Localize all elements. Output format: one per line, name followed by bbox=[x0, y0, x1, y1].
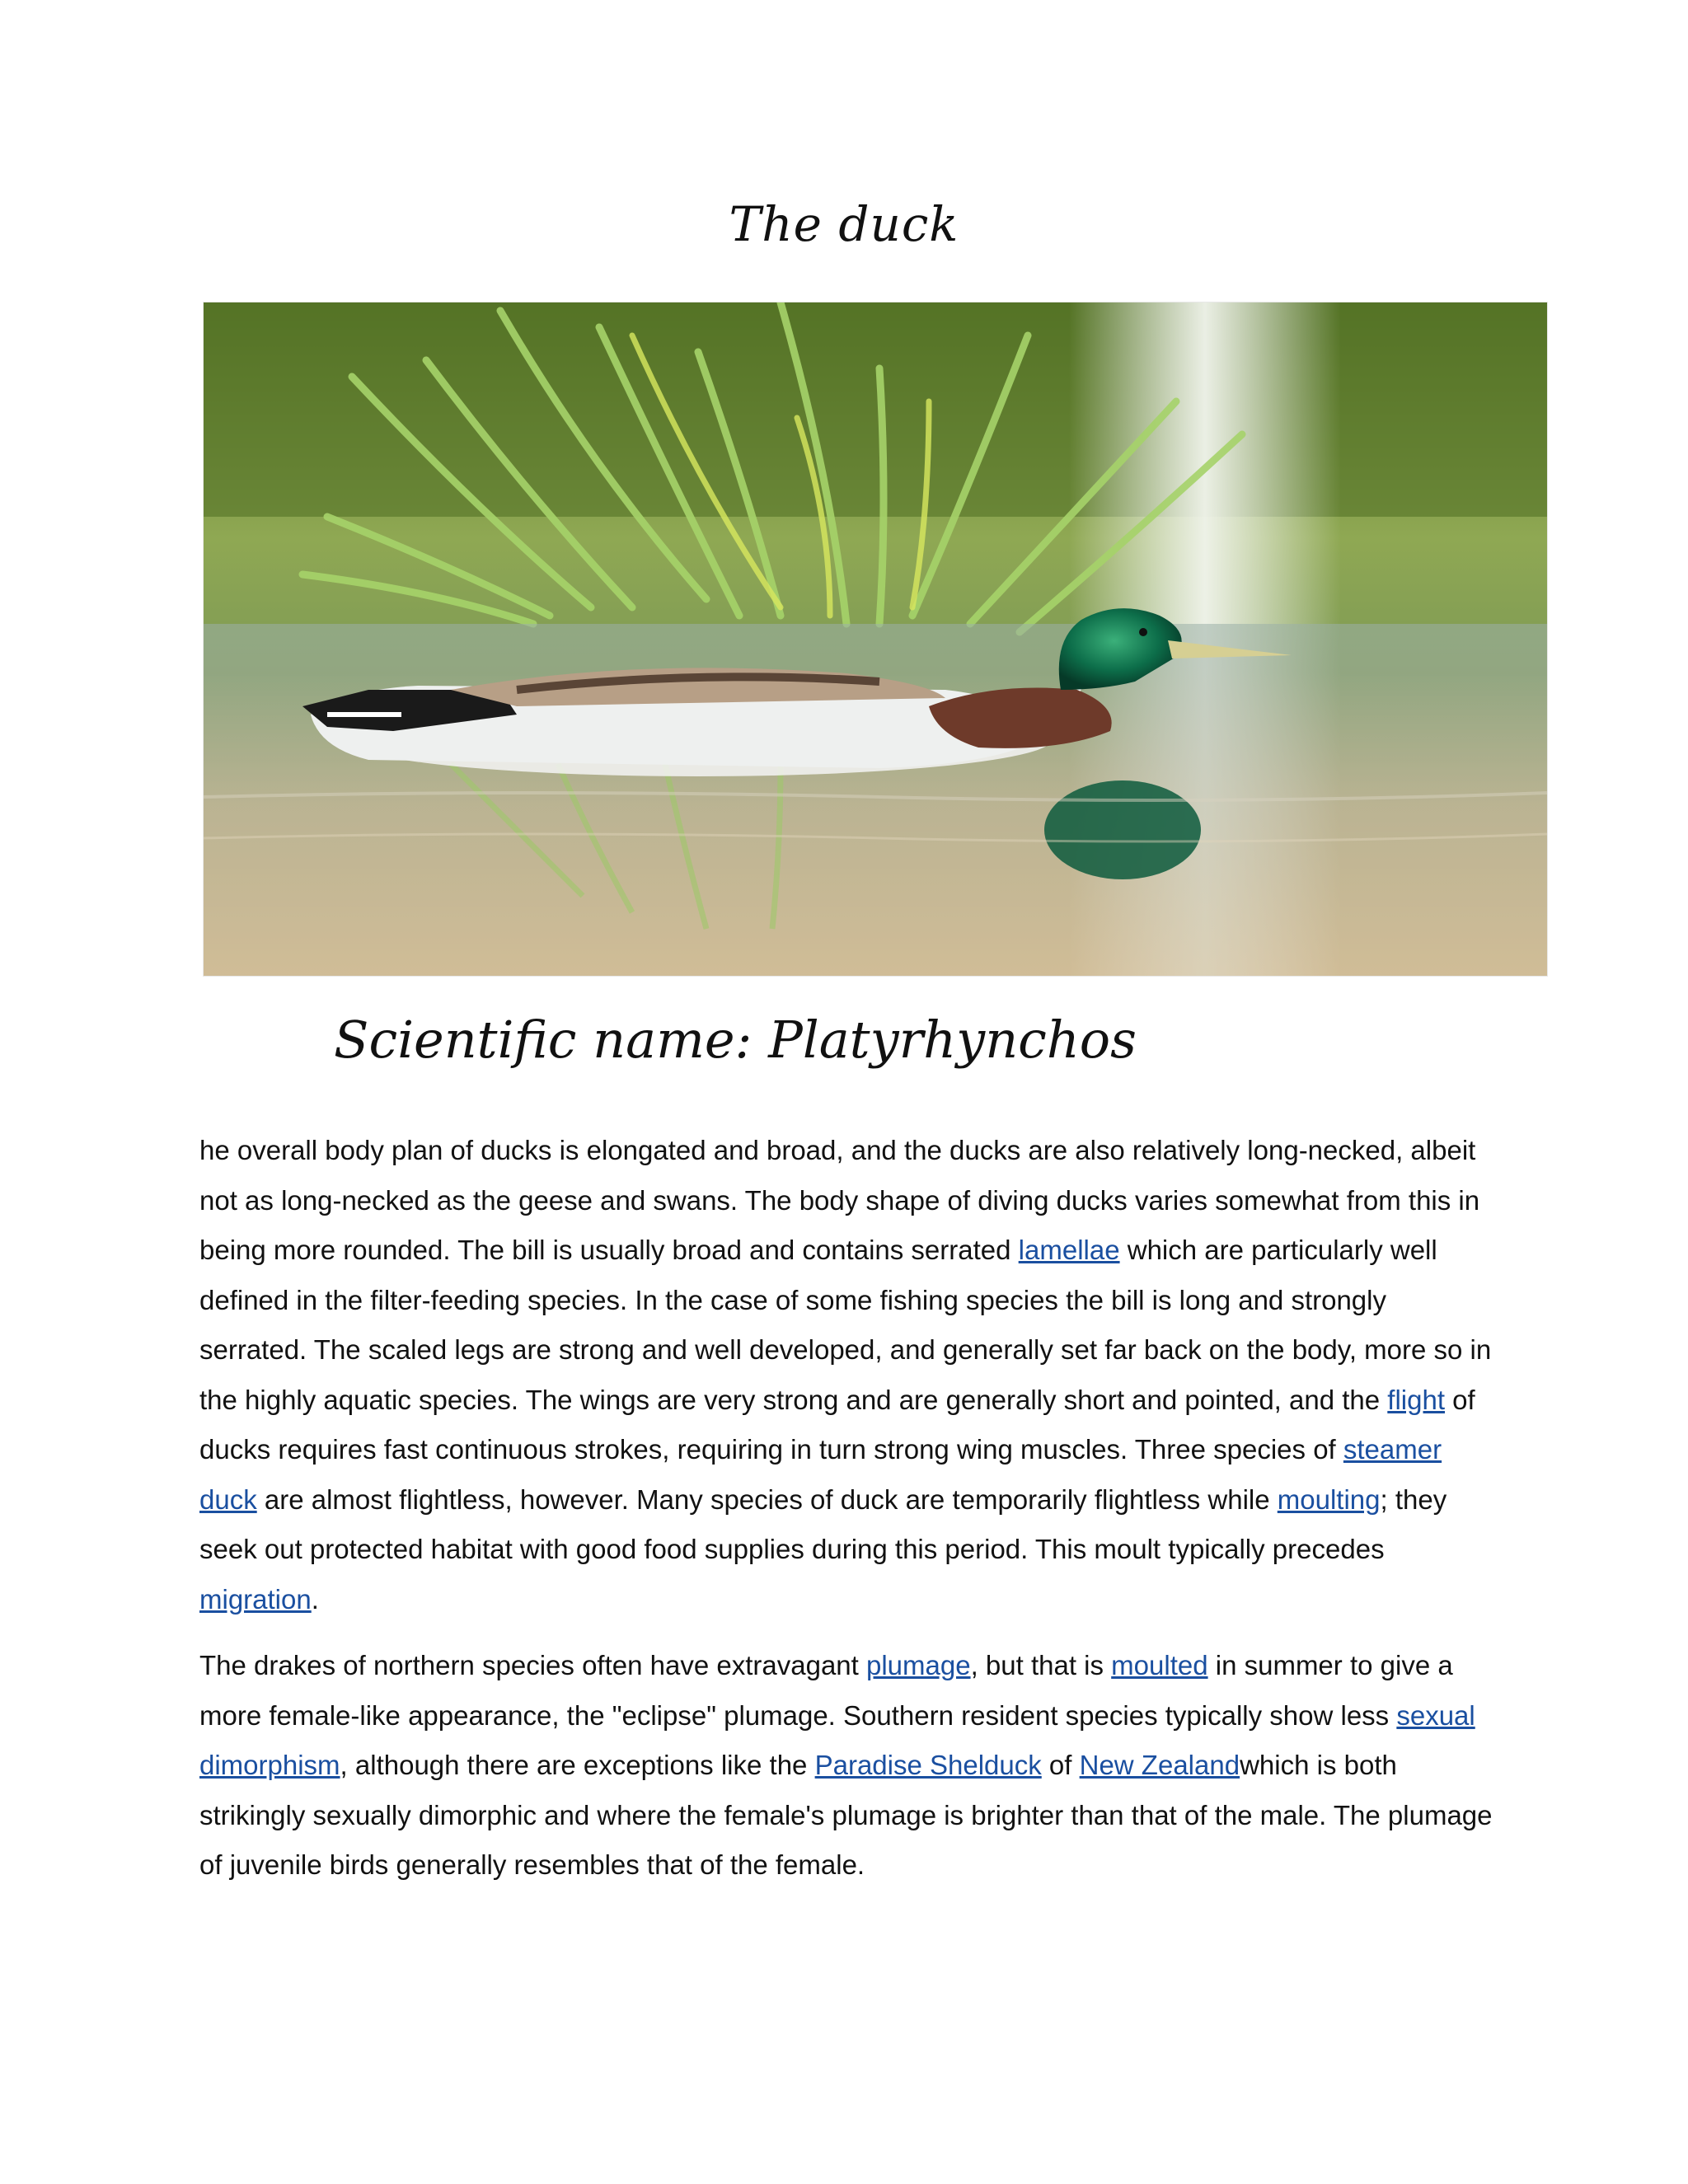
paragraph-text: he overall body plan of ducks is elongated and broad, and the ducks are also relatively long-necked, albeit not as long-necked as the geese and swans. The body shape of diving ducks varies somewhat from this in being more rounded. The bill is usually broad and contains serrated bbox=[199, 1135, 1480, 1265]
inline-link[interactable]: flight bbox=[1387, 1384, 1446, 1415]
page-title: The duck bbox=[729, 196, 959, 252]
article-body bbox=[199, 1126, 1493, 1907]
paragraph-text: which are particularly well defined in the filter-feeding species. In the case of some fishing species the bill is long and strongly serrated. The scaled legs are strong and well developed, and generally set far back on the body, more so in the highly aquatic species. The wings are very strong and are generally short and pointed, and the bbox=[199, 1235, 1492, 1415]
paragraph-text: which is both strikingly sexually dimorphic and where the female's plumage is brighter than that of the male. The plumage of juvenile birds generally resembles that of the female. bbox=[199, 1750, 1493, 1880]
inline-link[interactable]: Paradise Shelduck bbox=[814, 1750, 1042, 1780]
inline-link[interactable]: moulting bbox=[1277, 1483, 1381, 1515]
inline-link[interactable]: steamer duck bbox=[199, 1434, 1442, 1515]
inline-link[interactable]: plumage bbox=[865, 1650, 971, 1680]
scientific-name-heading: Scientific name: Platyrhynchos bbox=[334, 1010, 1137, 1070]
paragraph bbox=[199, 1126, 1493, 1624]
inline-link[interactable]: New Zealand bbox=[1079, 1750, 1240, 1780]
paragraph-text: are almost flightless, however. Many species of duck are temporarily flightless while bbox=[256, 1483, 1278, 1515]
paragraph-text: , but that is bbox=[970, 1650, 1112, 1680]
inline-link[interactable]: migration bbox=[199, 1583, 312, 1615]
inline-link[interactable]: moulted bbox=[1111, 1650, 1208, 1680]
paragraph-text: ; they seek out protected habitat with good food supplies during this period. This moult typically precedes bbox=[199, 1483, 1447, 1564]
paragraph-text: of bbox=[1041, 1750, 1080, 1780]
paragraph-text: , although there are exceptions like the bbox=[340, 1750, 815, 1780]
duck-photo bbox=[203, 302, 1548, 977]
inline-link[interactable]: sexual dimorphism bbox=[199, 1699, 1475, 1780]
paragraph bbox=[199, 1641, 1493, 1891]
paragraph-text: The drakes of northern species often have extravagant bbox=[199, 1650, 866, 1680]
paragraph-text: of ducks requires fast continuous strokes, requiring in turn strong wing muscles. Three species of bbox=[199, 1384, 1475, 1465]
inline-link[interactable]: lamellae bbox=[1018, 1235, 1120, 1265]
paragraph-text: in summer to give a more female-like appearance, the "eclipse" plumage. Southern resident species typically show less bbox=[199, 1650, 1453, 1731]
paragraph-text: . bbox=[311, 1583, 319, 1615]
